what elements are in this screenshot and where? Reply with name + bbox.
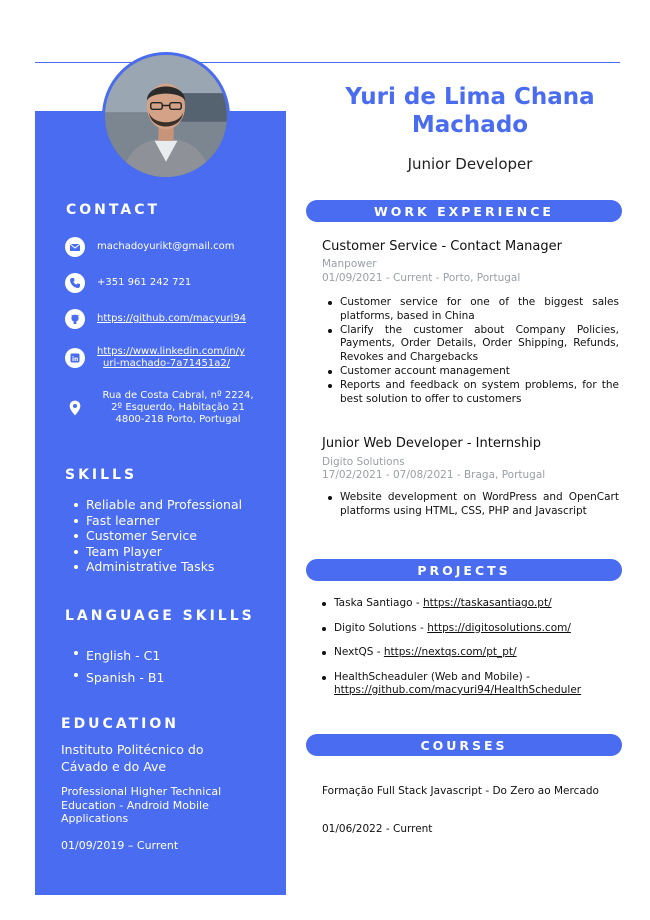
course-name: Formação Full Stack Javascript - Do Zero ao Mercado [322, 785, 599, 797]
svg-text:in: in [72, 356, 79, 363]
email-text: machadoyurikt@gmail.com [97, 241, 235, 252]
skill-item: Administrative Tasks [72, 559, 242, 575]
project-name: Taska Santiago - [334, 597, 424, 609]
address-line-1: Rua de Costa Cabral, nº 2224, [102, 390, 254, 401]
skill-item: Customer Service [72, 528, 242, 544]
language-heading: LANGUAGE SKILLS [65, 608, 255, 624]
project-item [320, 597, 620, 610]
linkedin-icon [65, 348, 85, 368]
language-item: English - C1 [72, 645, 164, 667]
project-link[interactable]: https://nextqs.com/pt_pt/ [383, 646, 517, 658]
address-text [93, 390, 263, 426]
address-line-2: 2º Esquerdo, Habitação 21 [111, 402, 245, 413]
skill-item: Reliable and Professional [72, 497, 242, 513]
education-course: Professional Higher Technical Education - Android Mobile Applications [61, 785, 222, 825]
job-bullet: Customer service for one of the biggest sales platforms, based in China [324, 296, 619, 324]
skill-item: Fast learner [72, 513, 242, 529]
project-name: NextQS - [334, 646, 384, 658]
project-link[interactable]: https://digitosolutions.com/ [427, 621, 571, 634]
contact-address [65, 390, 265, 426]
contact-email[interactable] [65, 237, 265, 257]
project-item [320, 622, 620, 635]
education-institution: Instituto Politécnico do Cávado e do Ave [61, 742, 204, 774]
job-period: 17/02/2021 - 07/08/2021 - Braga, Portugal [322, 469, 546, 481]
github-icon [65, 309, 85, 329]
job-bullet: Reports and feedback on system problems, for the best solution to offer to customers [324, 379, 619, 407]
person-name: Yuri de Lima Chana Machado [345, 84, 595, 138]
header-rule [35, 62, 620, 63]
job-bullet: Customer account management [324, 365, 619, 379]
job-bullet: Clarify the customer about Company Policies, Payments, Order Details, Order Shipping, Refunds, Revokes and Chargebacks [324, 324, 619, 365]
project-link[interactable]: https://taskasantiago.pt/ [423, 597, 552, 609]
language-item: Spanish - B1 [72, 667, 164, 689]
skills-list [72, 497, 242, 575]
course-date: 01/06/2022 - Current [322, 823, 433, 835]
education-heading: EDUCATION [61, 716, 179, 732]
education-period: 01/09/2019 – Current [61, 839, 179, 852]
job-bullets [324, 296, 619, 406]
project-name: HealthScheaduler (Web and Mobile) - [334, 670, 530, 683]
linkedin-line-2: uri-machado-7a71451a2/ [103, 358, 231, 369]
email-icon [65, 237, 85, 257]
project-item [320, 671, 620, 697]
github-link[interactable]: https://github.com/macyuri94 [97, 313, 247, 324]
job-bullet: Website development on WordPress and OpenCart platforms using HTML, CSS, PHP and Javascript [324, 491, 619, 519]
job-title: Customer Service - Contact Manager [322, 239, 562, 254]
contact-linkedin[interactable] [65, 346, 265, 370]
phone-text: +351 961 242 721 [97, 277, 192, 288]
courses-heading: COURSES [306, 734, 622, 756]
profile-photo [102, 52, 230, 180]
projects-list [320, 597, 620, 708]
language-list [72, 645, 164, 689]
linkedin-line-1: https://www.linkedin.com/in/y [97, 346, 245, 357]
job-period: 01/09/2021 - Current - Porto, Portugal [322, 272, 521, 284]
job-company: Manpower [322, 258, 377, 270]
projects-heading: PROJECTS [306, 559, 622, 581]
skill-item: Team Player [72, 544, 242, 560]
job-bullets [324, 491, 619, 519]
person-role: Junior Developer [407, 155, 533, 173]
project-item [320, 646, 620, 659]
contact-github[interactable] [65, 309, 265, 329]
location-icon [65, 398, 85, 418]
linkedin-link[interactable] [97, 346, 245, 370]
job-company: Digito Solutions [322, 456, 405, 468]
skills-heading: SKILLS [65, 467, 138, 483]
contact-phone[interactable] [65, 273, 265, 293]
project-name: Digito Solutions - [334, 621, 428, 634]
address-line-3: 4800-218 Porto, Portugal [115, 414, 241, 425]
work-experience-heading: WORK EXPERIENCE [306, 200, 622, 222]
project-link[interactable]: https://github.com/macyuri94/HealthScheduler [334, 683, 582, 696]
job-title: Junior Web Developer - Internship [322, 436, 542, 451]
contact-heading: CONTACT [66, 202, 161, 218]
phone-icon [65, 273, 85, 293]
